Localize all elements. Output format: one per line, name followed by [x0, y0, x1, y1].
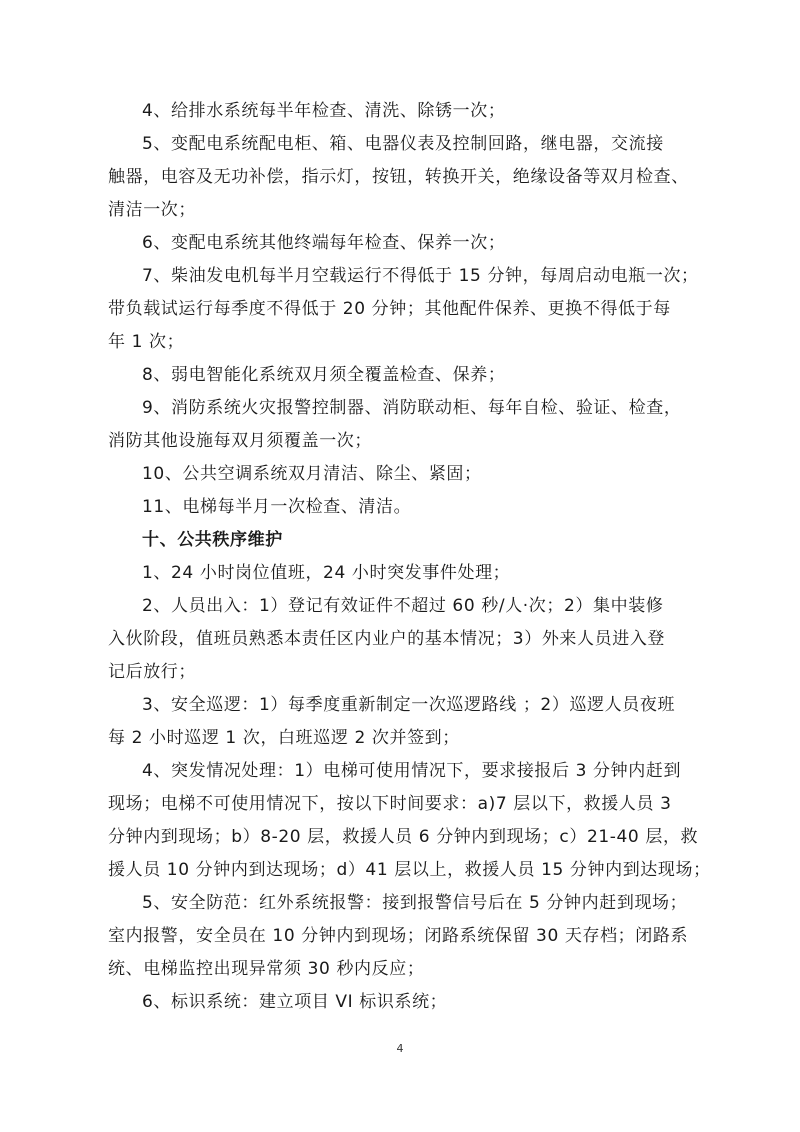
paragraph-line: 9、消防系统火灾报警控制器、消防联动柜、每年自检、验证、检查， [142, 398, 682, 418]
document-body [108, 95, 720, 1019]
paragraph-line: 3、安全巡逻：1）每季度重新制定一次巡逻路线 ；2）巡逻人员夜班 [142, 695, 676, 715]
paragraph-line: 7、柴油发电机每半月空载运行不得低于 15 分钟，每周启动电瓶一次； [142, 266, 699, 286]
paragraph-line: 触器，电容及无功补偿，指示灯，按钮，转换开关，绝缘设备等双月检查、 [108, 167, 689, 187]
paragraph-line: 现场；电梯不可使用情况下，按以下时间要求：a)7 层以下，救援人员 3 [108, 794, 672, 814]
paragraph-line: 清洁一次； [108, 200, 196, 220]
paragraph-line: 10、公共空调系统双月清洁、除尘、紧固； [142, 464, 482, 484]
section-heading: 十、公共秩序维护 [142, 530, 283, 550]
paragraph-line: 援人员 10 分钟内到达现场；d）41 层以上，救援人员 15 分钟内到达现场； [108, 860, 711, 880]
paragraph-line: 室内报警，安全员在 10 分钟内到现场；闭路系统保留 30 天存档；闭路系 [108, 926, 689, 946]
paragraph-line: 消防其他设施每双月须覆盖一次； [108, 431, 372, 451]
paragraph-line: 4、给排水系统每半年检查、清洗、除锈一次； [142, 101, 506, 121]
page-number: 4 [396, 1042, 404, 1055]
paragraph-line: 分钟内到现场；b）8-20 层，救援人员 6 分钟内到现场；c）21-40 层，救 [108, 827, 699, 847]
paragraph-line: 5、安全防范：红外系统报警：接到报警信号后在 5 分钟内赶到现场； [142, 893, 688, 913]
paragraph-line: 2、人员出入：1）登记有效证件不超过 60 秒/人·次；2）集中装修 [142, 596, 664, 616]
paragraph-line: 6、标识系统：建立项目 VI 标识系统； [142, 992, 448, 1012]
paragraph-line: 带负载试运行每季度不得低于 20 分钟；其他配件保养、更换不得低于每 [108, 299, 671, 319]
paragraph-line: 8、弱电智能化系统双月须全覆盖检查、保养； [142, 365, 506, 385]
paragraph-line: 1、24 小时岗位值班，24 小时突发事件处理； [142, 563, 511, 583]
paragraph-line: 6、变配电系统其他终端每年检查、保养一次； [142, 233, 506, 253]
paragraph-line: 记后放行； [108, 662, 196, 682]
paragraph-line: 统、电梯监控出现异常须 30 秒内反应； [108, 959, 425, 979]
paragraph-line: 入伙阶段，值班员熟悉本责任区内业户的基本情况；3）外来人员进入登 [108, 629, 666, 649]
paragraph-line: 每 2 小时巡逻 1 次，白班巡逻 2 次并签到； [108, 728, 460, 748]
paragraph-line: 5、变配电系统配电柜、箱、电器仪表及控制回路，继电器，交流接 [142, 134, 664, 154]
paragraph-line: 4、突发情况处理：1）电梯可使用情况下，要求接报后 3 分钟内赶到 [142, 761, 682, 781]
paragraph-line: 11、电梯每半月一次检查、清洁。 [142, 497, 412, 517]
paragraph-line: 年 1 次； [108, 332, 185, 352]
